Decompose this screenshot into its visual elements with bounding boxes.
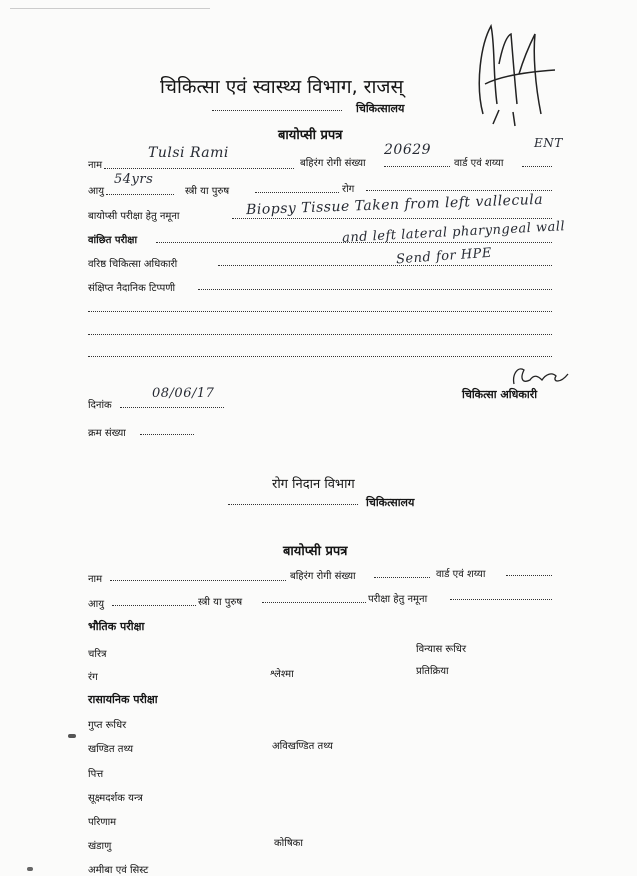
sample-label: बायोप्सी परीक्षा हेतु नमूना [88, 211, 180, 222]
disease-label: रोग [342, 184, 355, 195]
ward-label: वार्ड एवं शय्या [454, 158, 504, 169]
required-exam-value: and left lateral pharyngeal wall [341, 219, 566, 246]
mucus-label: श्लेश्मा [270, 669, 294, 680]
bottom-name-label: नाम [88, 574, 103, 585]
physical-exam-heading: भौतिक परीक्षा [88, 620, 145, 633]
serial-label: क्रम संख्या [88, 428, 126, 439]
reaction-label: प्रतिक्रिया [416, 666, 449, 677]
result-label: परिणाम [88, 817, 117, 828]
amoeba-cyst-label: अमीबा एवं सिस्ट [88, 865, 149, 876]
bottom-age-label: आयु [88, 599, 105, 610]
age-label: आयु [88, 186, 105, 197]
required-exam-label: वांछित परीक्षा [88, 235, 138, 246]
unfragmented-label: अविखण्डित तथ्य [272, 741, 333, 752]
scan-edge-line [10, 8, 210, 9]
bottom-sample-label: परीक्षा हेतु नमूना [368, 594, 428, 605]
opd-label: बहिरंग रोगी संख्या [300, 158, 366, 169]
bottom-opd-label: बहिरंग रोगी संख्या [290, 571, 356, 582]
microscope-label: सूक्ष्मदर्शक यन्त्र [88, 793, 143, 804]
bile-label: पित्त [88, 769, 104, 780]
date-label: दिनांक [88, 400, 112, 411]
name-label: नाम [88, 160, 103, 171]
clinical-notes-label: संक्षिप्त नैदानिक टिप्पणी [88, 283, 176, 294]
hospital-dots [212, 110, 342, 111]
senior-officer-value: Send for HPE [395, 245, 493, 268]
senior-officer-label: वरिष्ठ चिकित्सा अधिकारी [88, 259, 178, 270]
pathology-department-title: रोग निदान विभाग [272, 477, 355, 492]
chemical-exam-heading: रासायनिक परीक्षा [88, 693, 158, 706]
hospital-label: चिकित्सालय [356, 102, 405, 115]
bottom-ward-label: वार्ड एवं शय्या [436, 569, 486, 580]
gender-label: स्त्री या पुरुष [185, 186, 230, 197]
character-label: चरित्र [88, 649, 107, 660]
bottom-hospital-label: चिकित्सालय [366, 496, 415, 509]
date-value: 08/06/17 [152, 386, 215, 401]
sample-value: Biopsy Tissue Taken from left vallecula [245, 191, 544, 219]
cells-label: कोषिका [274, 838, 303, 849]
bottom-gender-label: स्त्री या पुरुष [198, 597, 243, 608]
opd-number-value: 20629 [384, 142, 432, 158]
particle-label: खंडाणु [88, 841, 112, 852]
form-title: बायोप्सी प्रपत्र [278, 128, 343, 143]
medical-officer-label: चिकित्सा अधिकारी [462, 388, 538, 401]
age-value: 54yrs [114, 172, 154, 187]
scan-speck [68, 734, 76, 738]
fragmented-label: खण्डित तथ्य [88, 744, 134, 755]
bottom-form-title: बायोप्सी प्रपत्र [283, 544, 348, 559]
deposit-label: विन्यास रूधिर [416, 644, 467, 655]
signature-scribble-top [455, 14, 565, 134]
patient-name-value: Tulsi Rami [148, 145, 229, 161]
officer-signature [500, 362, 580, 392]
ward-value: ENT [534, 136, 563, 150]
scan-speck [27, 867, 33, 871]
occult-blood-label: गुप्त रूधिर [88, 720, 127, 731]
department-title: चिकित्सा एवं स्वास्थ्य विभाग, राजस् [160, 76, 404, 98]
color-label: रंग [88, 672, 98, 683]
